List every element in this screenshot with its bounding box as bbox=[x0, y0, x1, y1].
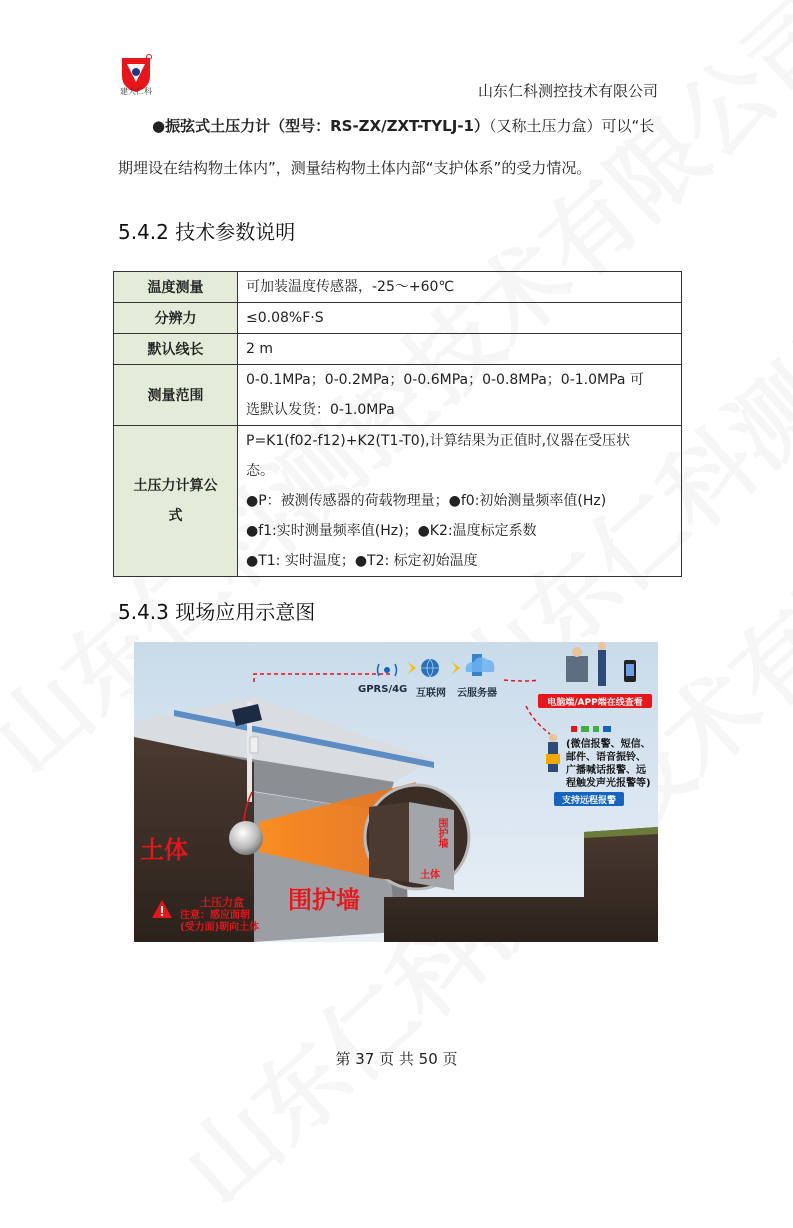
alarm-icon bbox=[571, 726, 577, 732]
gauge-label: 土压力盒 bbox=[200, 896, 244, 909]
soil-small-label: 土体 bbox=[420, 870, 440, 881]
phone-icon bbox=[624, 660, 636, 682]
section-title-params: 5.4.2 技术参数说明 bbox=[118, 220, 296, 244]
param-value bbox=[238, 426, 682, 577]
company-name: 山东仁科测控技术有限公司 bbox=[478, 82, 659, 100]
param-value: 可加装温度传感器，-25～+60℃ bbox=[238, 272, 682, 303]
param-value-line: 选默认发货：0-1.0MPa bbox=[246, 402, 395, 418]
person-icon bbox=[598, 642, 606, 686]
table-row bbox=[114, 303, 682, 334]
footer-prefix: 第 bbox=[335, 1050, 351, 1068]
param-value: ≤0.08%F·S bbox=[238, 303, 682, 334]
param-value-line: 0-0.1MPa；0-0.2MPa；0-0.6MPa；0-0.8MPa；0-1.0MPa 可 bbox=[246, 372, 644, 388]
section-title-diagram: 5.4.3 现场应用示意图 bbox=[118, 600, 316, 624]
footer-suffix: 页 bbox=[442, 1050, 458, 1068]
footer-mid: 页 共 bbox=[379, 1050, 414, 1068]
note-line: 注意：感应面朝 bbox=[180, 910, 250, 921]
soil-label: 土体 bbox=[140, 836, 188, 864]
gprs-label: GPRS/4G bbox=[358, 684, 408, 695]
note-line: (受力面)朝向土体 bbox=[180, 922, 260, 933]
mail-icon bbox=[603, 726, 611, 732]
intro-rest: （又称土压力盒）可以“长 bbox=[488, 117, 655, 135]
param-key: 分辨力 bbox=[114, 303, 238, 334]
page-total: 50 bbox=[418, 1050, 438, 1068]
wall-small-label: 围护墙 bbox=[436, 818, 447, 848]
product-model: 振弦式土压力计（型号：RS-ZX/ZXT-TYLJ-1） bbox=[165, 117, 489, 135]
application-diagram bbox=[134, 642, 658, 942]
alarm-line: 邮件、语音振铃、 bbox=[566, 752, 646, 763]
param-key bbox=[114, 426, 238, 577]
param-value-line: ●T1: 实时温度；●T2: 标定初始温度 bbox=[246, 553, 478, 569]
cloud-label: 云服务器 bbox=[457, 688, 497, 699]
param-key: 温度测量 bbox=[114, 272, 238, 303]
app-label: 电脑端/APP端在线查看 bbox=[547, 698, 643, 708]
sms-icon bbox=[593, 726, 599, 732]
table-row bbox=[114, 334, 682, 365]
param-key: 默认线长 bbox=[114, 334, 238, 365]
param-value: 2 m bbox=[238, 334, 682, 365]
param-key-line: 式 bbox=[168, 508, 183, 524]
wall-label: 围护墙 bbox=[288, 886, 360, 914]
alarm-badge-label: 支持远程报警 bbox=[561, 796, 616, 806]
globe-icon bbox=[421, 659, 439, 677]
table-row bbox=[114, 426, 682, 577]
install-note bbox=[180, 910, 259, 934]
page-number: 37 bbox=[355, 1050, 375, 1068]
param-value-line: ●P：被测传感器的荷载物理量；●f0:初始测量频率值(Hz) bbox=[246, 493, 607, 509]
param-value-line: ●f1:实时测量频率值(Hz)；●K2:温度标定系数 bbox=[246, 523, 537, 539]
param-key-line: 土压力计算公 bbox=[133, 478, 218, 494]
intro-line-2: 期埋设在结构物土体内”，测量结构物土体内部“支护体系”的受力情况。 bbox=[118, 159, 592, 177]
alarm-methods bbox=[566, 738, 651, 790]
param-key: 测量范围 bbox=[114, 365, 238, 426]
param-value bbox=[238, 365, 682, 426]
alarm-line: 广播喊话报警、远 bbox=[566, 765, 646, 776]
intro-line-1 bbox=[152, 115, 654, 136]
param-value-line: 态。 bbox=[246, 463, 274, 479]
parameter-table bbox=[113, 271, 682, 577]
alarm-line: 程触发声光报警等) bbox=[566, 778, 651, 789]
internet-label: 互联网 bbox=[416, 688, 446, 699]
table-row bbox=[114, 272, 682, 303]
logo-text: 建大仁科 bbox=[120, 87, 152, 96]
param-value-line: P=K1(f02-f12)+K2(T1-T0),计算结果为正值时,仪器在受压状 bbox=[246, 433, 631, 449]
wechat-icon bbox=[581, 726, 589, 732]
alarm-line: (微信报警、短信、 bbox=[566, 739, 651, 750]
page-footer bbox=[0, 1048, 793, 1069]
table-row bbox=[114, 365, 682, 426]
bullet: ● bbox=[152, 117, 166, 135]
